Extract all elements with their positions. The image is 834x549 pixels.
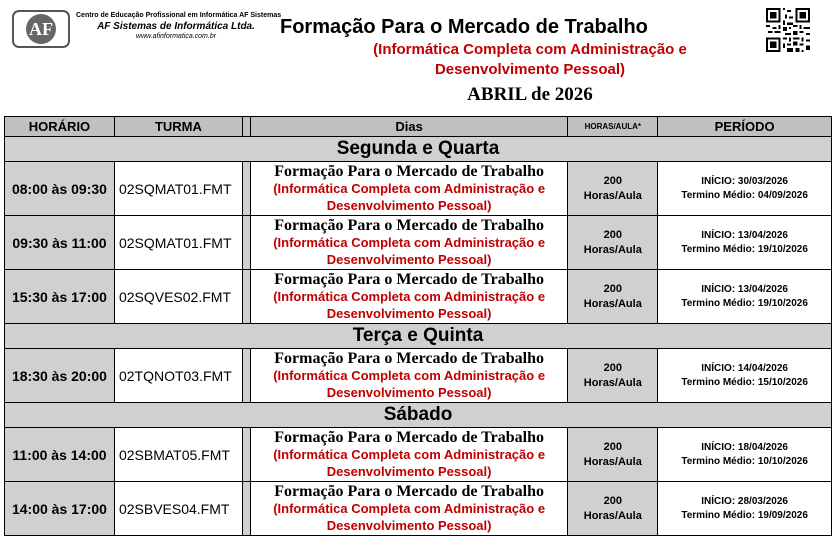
table-row (5, 216, 832, 270)
periodo-inicio: INÍCIO: 13/04/2026 (701, 229, 788, 241)
subtitle-line-1: (Informática Completa com Administração e (373, 41, 687, 58)
cell-horas (568, 162, 658, 216)
cell-periodo (658, 216, 832, 270)
periodo-inicio: INÍCIO: 13/04/2026 (701, 283, 788, 295)
horas-value: 200 (603, 494, 622, 507)
cell-turma: 02SQVES02.FMT (114, 270, 242, 324)
cell-periodo (658, 428, 832, 482)
course-desc-1: (Informática Completa com Administração e (273, 235, 546, 250)
cell-spacer (242, 216, 250, 270)
company-line-1: Centro de Educação Profissional em Informática AF Sistemas (76, 12, 282, 19)
course-title: Formação Para o Mercado de Trabalho (274, 271, 544, 288)
day-group-header (5, 137, 832, 162)
col-header-horas: HORAS/AULA* (568, 117, 658, 137)
cell-periodo (658, 270, 832, 324)
col-header-spacer (242, 117, 250, 137)
page-header (0, 0, 834, 112)
table-row (5, 270, 832, 324)
periodo-termino: Termino Médio: 19/09/2026 (681, 509, 808, 521)
cell-spacer (242, 482, 250, 536)
horas-unit: Horas/Aula (583, 297, 642, 310)
col-header-horario: HORÁRIO (5, 117, 115, 137)
cell-horas (568, 216, 658, 270)
cell-periodo (658, 349, 832, 403)
horas-value: 200 (603, 282, 622, 295)
horas-unit: Horas/Aula (583, 509, 642, 522)
periodo-termino: Termino Médio: 19/10/2026 (681, 297, 808, 309)
cell-horario: 14:00 às 17:00 (5, 482, 115, 536)
cell-horas (568, 482, 658, 536)
periodo-termino: Termino Médio: 19/10/2026 (681, 243, 808, 255)
cell-spacer (242, 349, 250, 403)
periodo-inicio: INÍCIO: 14/04/2026 (701, 362, 788, 374)
cell-turma: 02TQNOT03.FMT (114, 349, 242, 403)
cell-spacer (242, 428, 250, 482)
cell-horas (568, 270, 658, 324)
qr-code-icon[interactable] (766, 8, 810, 52)
day-group-header (5, 403, 832, 428)
course-desc-2: Desenvolvimento Pessoal) (326, 385, 492, 400)
horas-value: 200 (603, 440, 622, 453)
company-info (76, 12, 282, 40)
cell-periodo (658, 162, 832, 216)
cell-dias (250, 428, 567, 482)
course-desc-2: Desenvolvimento Pessoal) (326, 518, 492, 533)
course-desc-2: Desenvolvimento Pessoal) (326, 252, 492, 267)
course-desc-1: (Informática Completa com Administração e (273, 447, 546, 462)
cell-horario: 09:30 às 11:00 (5, 216, 115, 270)
cell-horas (568, 349, 658, 403)
cell-horario: 11:00 às 14:00 (5, 428, 115, 482)
periodo-termino: Termino Médio: 15/10/2026 (681, 376, 808, 388)
company-name: AF Sistemas de Informática Ltda. (97, 21, 255, 32)
horas-unit: Horas/Aula (583, 189, 642, 202)
horas-value: 200 (603, 174, 622, 187)
horas-unit: Horas/Aula (583, 376, 642, 389)
cell-dias (250, 482, 567, 536)
table-row (5, 482, 832, 536)
col-header-turma: TURMA (114, 117, 242, 137)
col-header-dias: Dias (250, 117, 567, 137)
cell-horario: 08:00 às 09:30 (5, 162, 115, 216)
course-title: Formação Para o Mercado de Trabalho (274, 483, 544, 500)
af-logo-icon (12, 10, 70, 48)
cell-dias (250, 216, 567, 270)
periodo-inicio: INÍCIO: 18/04/2026 (701, 441, 788, 453)
page-title: Formação Para o Mercado de Trabalho (280, 16, 648, 38)
periodo-termino: Termino Médio: 10/10/2026 (681, 455, 808, 467)
table-row (5, 428, 832, 482)
course-desc-2: Desenvolvimento Pessoal) (326, 464, 492, 479)
subtitle-line-2: Desenvolvimento Pessoal) (434, 61, 626, 78)
course-desc-2: Desenvolvimento Pessoal) (326, 198, 492, 213)
day-group-label: Segunda e Quarta (5, 137, 832, 162)
cell-turma: 02SBVES04.FMT (114, 482, 242, 536)
cell-turma: 02SBMAT05.FMT (114, 428, 242, 482)
horas-value: 200 (603, 228, 622, 241)
day-group-label: Terça e Quinta (5, 324, 832, 349)
course-desc-1: (Informática Completa com Administração e (273, 181, 546, 196)
cell-horario: 15:30 às 17:00 (5, 270, 115, 324)
schedule-table (4, 116, 832, 536)
cell-dias (250, 162, 567, 216)
cell-dias (250, 270, 567, 324)
course-desc-1: (Informática Completa com Administração e (273, 501, 546, 516)
cell-spacer (242, 162, 250, 216)
page-subtitle (280, 40, 780, 80)
cell-horas (568, 428, 658, 482)
course-title: Formação Para o Mercado de Trabalho (274, 217, 544, 234)
course-desc-1: (Informática Completa com Administração e (273, 289, 546, 304)
col-header-periodo: PERÍODO (658, 117, 832, 137)
periodo-inicio: INÍCIO: 28/03/2026 (701, 495, 788, 507)
course-desc-2: Desenvolvimento Pessoal) (326, 306, 492, 321)
cell-spacer (242, 270, 250, 324)
table-header-row (5, 117, 832, 137)
table-row (5, 162, 832, 216)
company-website: www.afinformatica.com.br (135, 33, 217, 40)
periodo-inicio: INÍCIO: 30/03/2026 (701, 175, 788, 187)
svg-text:AF: AF (29, 19, 53, 39)
cell-dias (250, 349, 567, 403)
month-title: ABRIL de 2026 (467, 84, 593, 105)
course-title: Formação Para o Mercado de Trabalho (274, 350, 544, 367)
horas-unit: Horas/Aula (583, 243, 642, 256)
day-group-header (5, 324, 832, 349)
table-row (5, 349, 832, 403)
horas-value: 200 (603, 361, 622, 374)
course-title: Formação Para o Mercado de Trabalho (274, 163, 544, 180)
cell-periodo (658, 482, 832, 536)
cell-horario: 18:30 às 20:00 (5, 349, 115, 403)
periodo-termino: Termino Médio: 04/09/2026 (681, 189, 808, 201)
horas-unit: Horas/Aula (583, 455, 642, 468)
day-group-label: Sábado (5, 403, 832, 428)
cell-turma: 02SQMAT01.FMT (114, 162, 242, 216)
cell-turma: 02SQMAT01.FMT (114, 216, 242, 270)
course-desc-1: (Informática Completa com Administração e (273, 368, 546, 383)
course-title: Formação Para o Mercado de Trabalho (274, 429, 544, 446)
